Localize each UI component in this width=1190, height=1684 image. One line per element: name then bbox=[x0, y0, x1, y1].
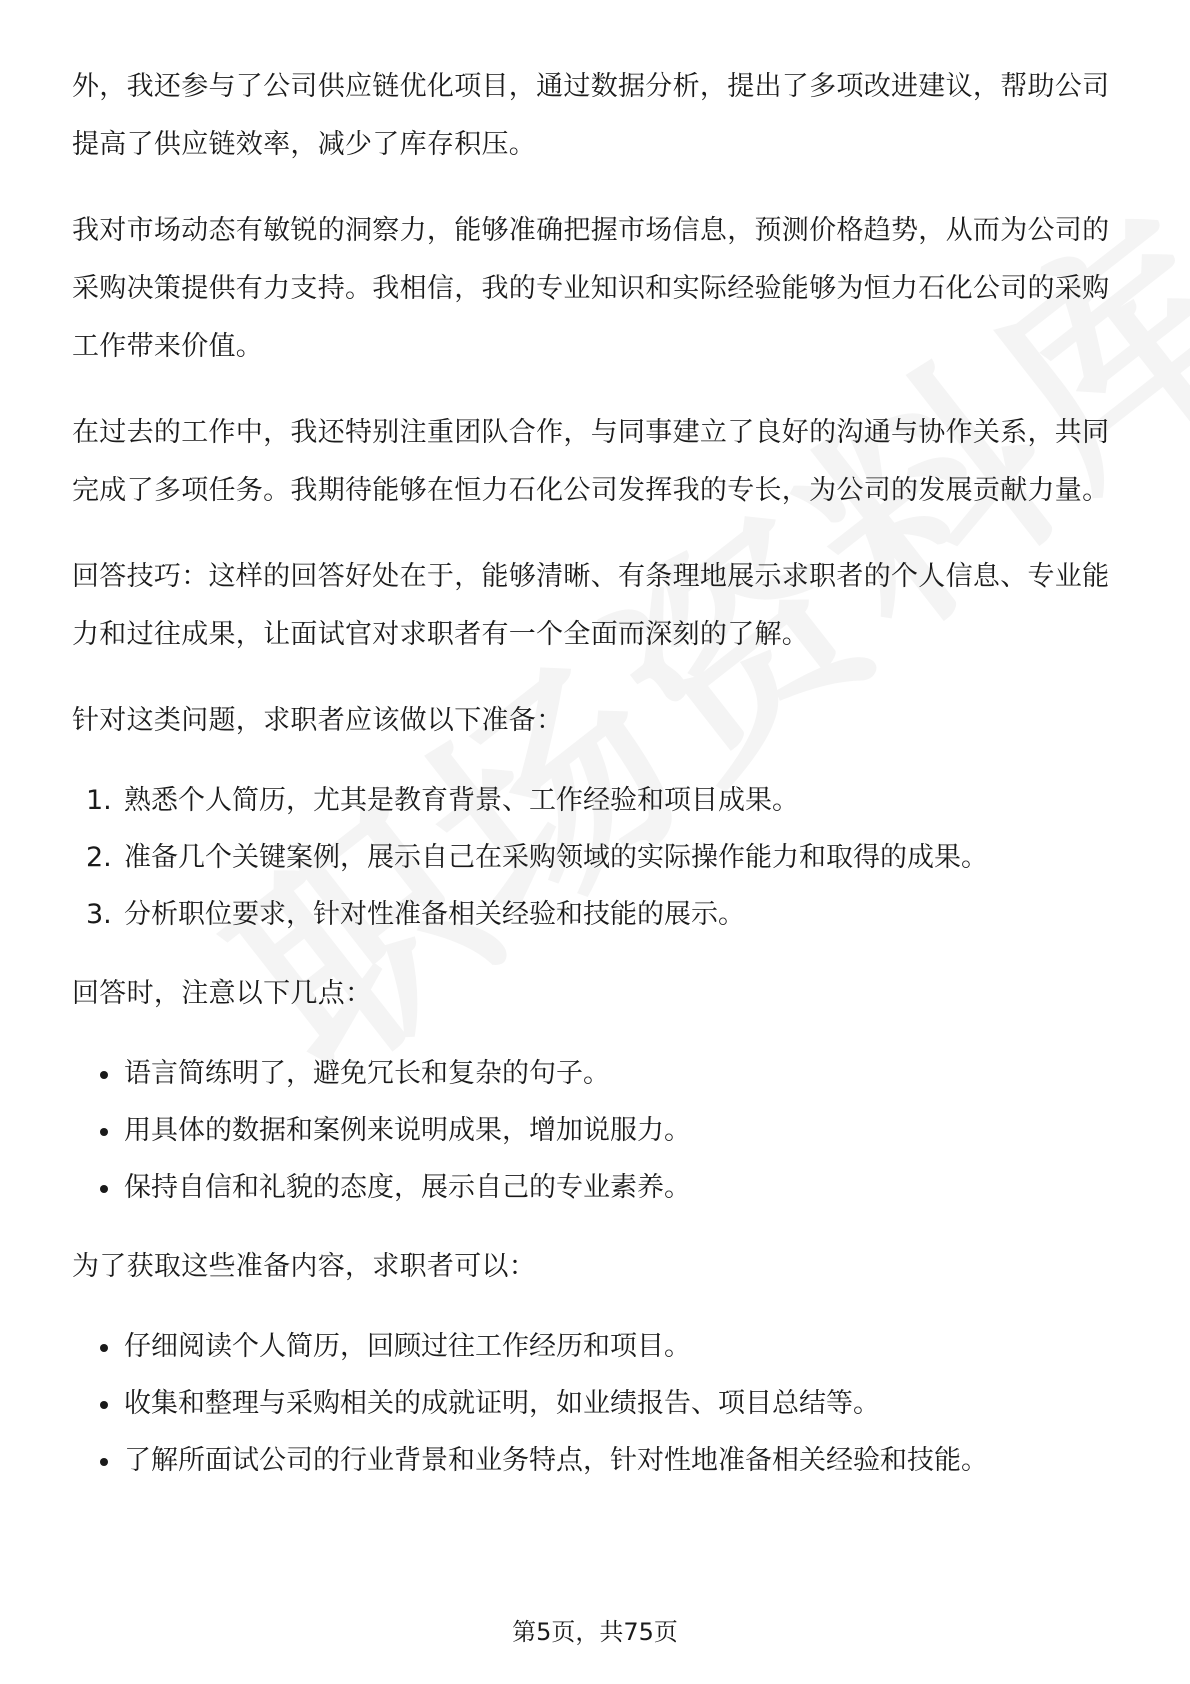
bullet-icon bbox=[100, 1071, 108, 1079]
list-item: 用具体的数据和案例来说明成果，增加说服力。 bbox=[72, 1102, 1122, 1159]
paragraph-supply-chain: 外，我还参与了公司供应链优化项目，通过数据分析，提出了多项改进建议，帮助公司提高了供应链效率，减少了库存积压。 bbox=[72, 71, 1110, 160]
paragraph-market-insight: 我对市场动态有敏锐的洞察力，能够准确把握市场信息，预测价格趋势，从而为公司的采购决策提供有力支持。我相信，我的专业知识和实际经验能够为恒力石化公司的采购工作带来价值。 bbox=[72, 215, 1110, 362]
list-item: 了解所面试公司的行业背景和业务特点，针对性地准备相关经验和技能。 bbox=[72, 1432, 1122, 1489]
paragraph-teamwork: 在过去的工作中，我还特别注重团队合作，与同事建立了良好的沟通与协作关系，共同完成了多项任务。我期待能够在恒力石化公司发挥我的专长，为公司的发展贡献力量。 bbox=[72, 417, 1110, 506]
answer-points-list bbox=[72, 1045, 1122, 1216]
bullet-icon bbox=[100, 1185, 108, 1193]
list-item: 1. 熟悉个人简历，尤其是教育背景、工作经验和项目成果。 bbox=[86, 785, 799, 816]
paragraph-acquire-intro: 为了获取这些准备内容，求职者可以： bbox=[72, 1251, 537, 1282]
bullet-icon bbox=[100, 1401, 108, 1409]
page-number: 第5页，共75页 bbox=[512, 1618, 678, 1646]
bullet-icon bbox=[100, 1344, 108, 1352]
paragraph-answer-tips: 回答技巧：这样的回答好处在于，能够清晰、有条理地展示求职者的个人信息、专业能力和过往成果，让面试官对求职者有一个全面而深刻的了解。 bbox=[72, 561, 1110, 650]
bullet-icon bbox=[100, 1458, 108, 1466]
list-item: 语言简练明了，避免冗长和复杂的句子。 bbox=[72, 1045, 1122, 1102]
list-item: 保持自信和礼貌的态度，展示自己的专业素养。 bbox=[72, 1159, 1122, 1216]
page-footer bbox=[0, 1612, 1190, 1647]
paragraph-prep-intro: 针对这类问题，求职者应该做以下准备： bbox=[72, 705, 564, 736]
list-item: 2. 准备几个关键案例，展示自己在采购领域的实际操作能力和取得的成果。 bbox=[86, 842, 988, 873]
list-item: 3. 分析职位要求，针对性准备相关经验和技能的展示。 bbox=[86, 899, 745, 930]
document-body bbox=[72, 58, 1122, 1489]
bullet-icon bbox=[100, 1128, 108, 1136]
list-item: 收集和整理与采购相关的成就证明，如业绩报告、项目总结等。 bbox=[72, 1375, 1122, 1432]
acquire-points-list bbox=[72, 1318, 1122, 1489]
paragraph-answer-intro: 回答时，注意以下几点： bbox=[72, 978, 373, 1009]
list-item: 仔细阅读个人简历，回顾过往工作经历和项目。 bbox=[72, 1318, 1122, 1375]
prep-list bbox=[72, 772, 1122, 943]
